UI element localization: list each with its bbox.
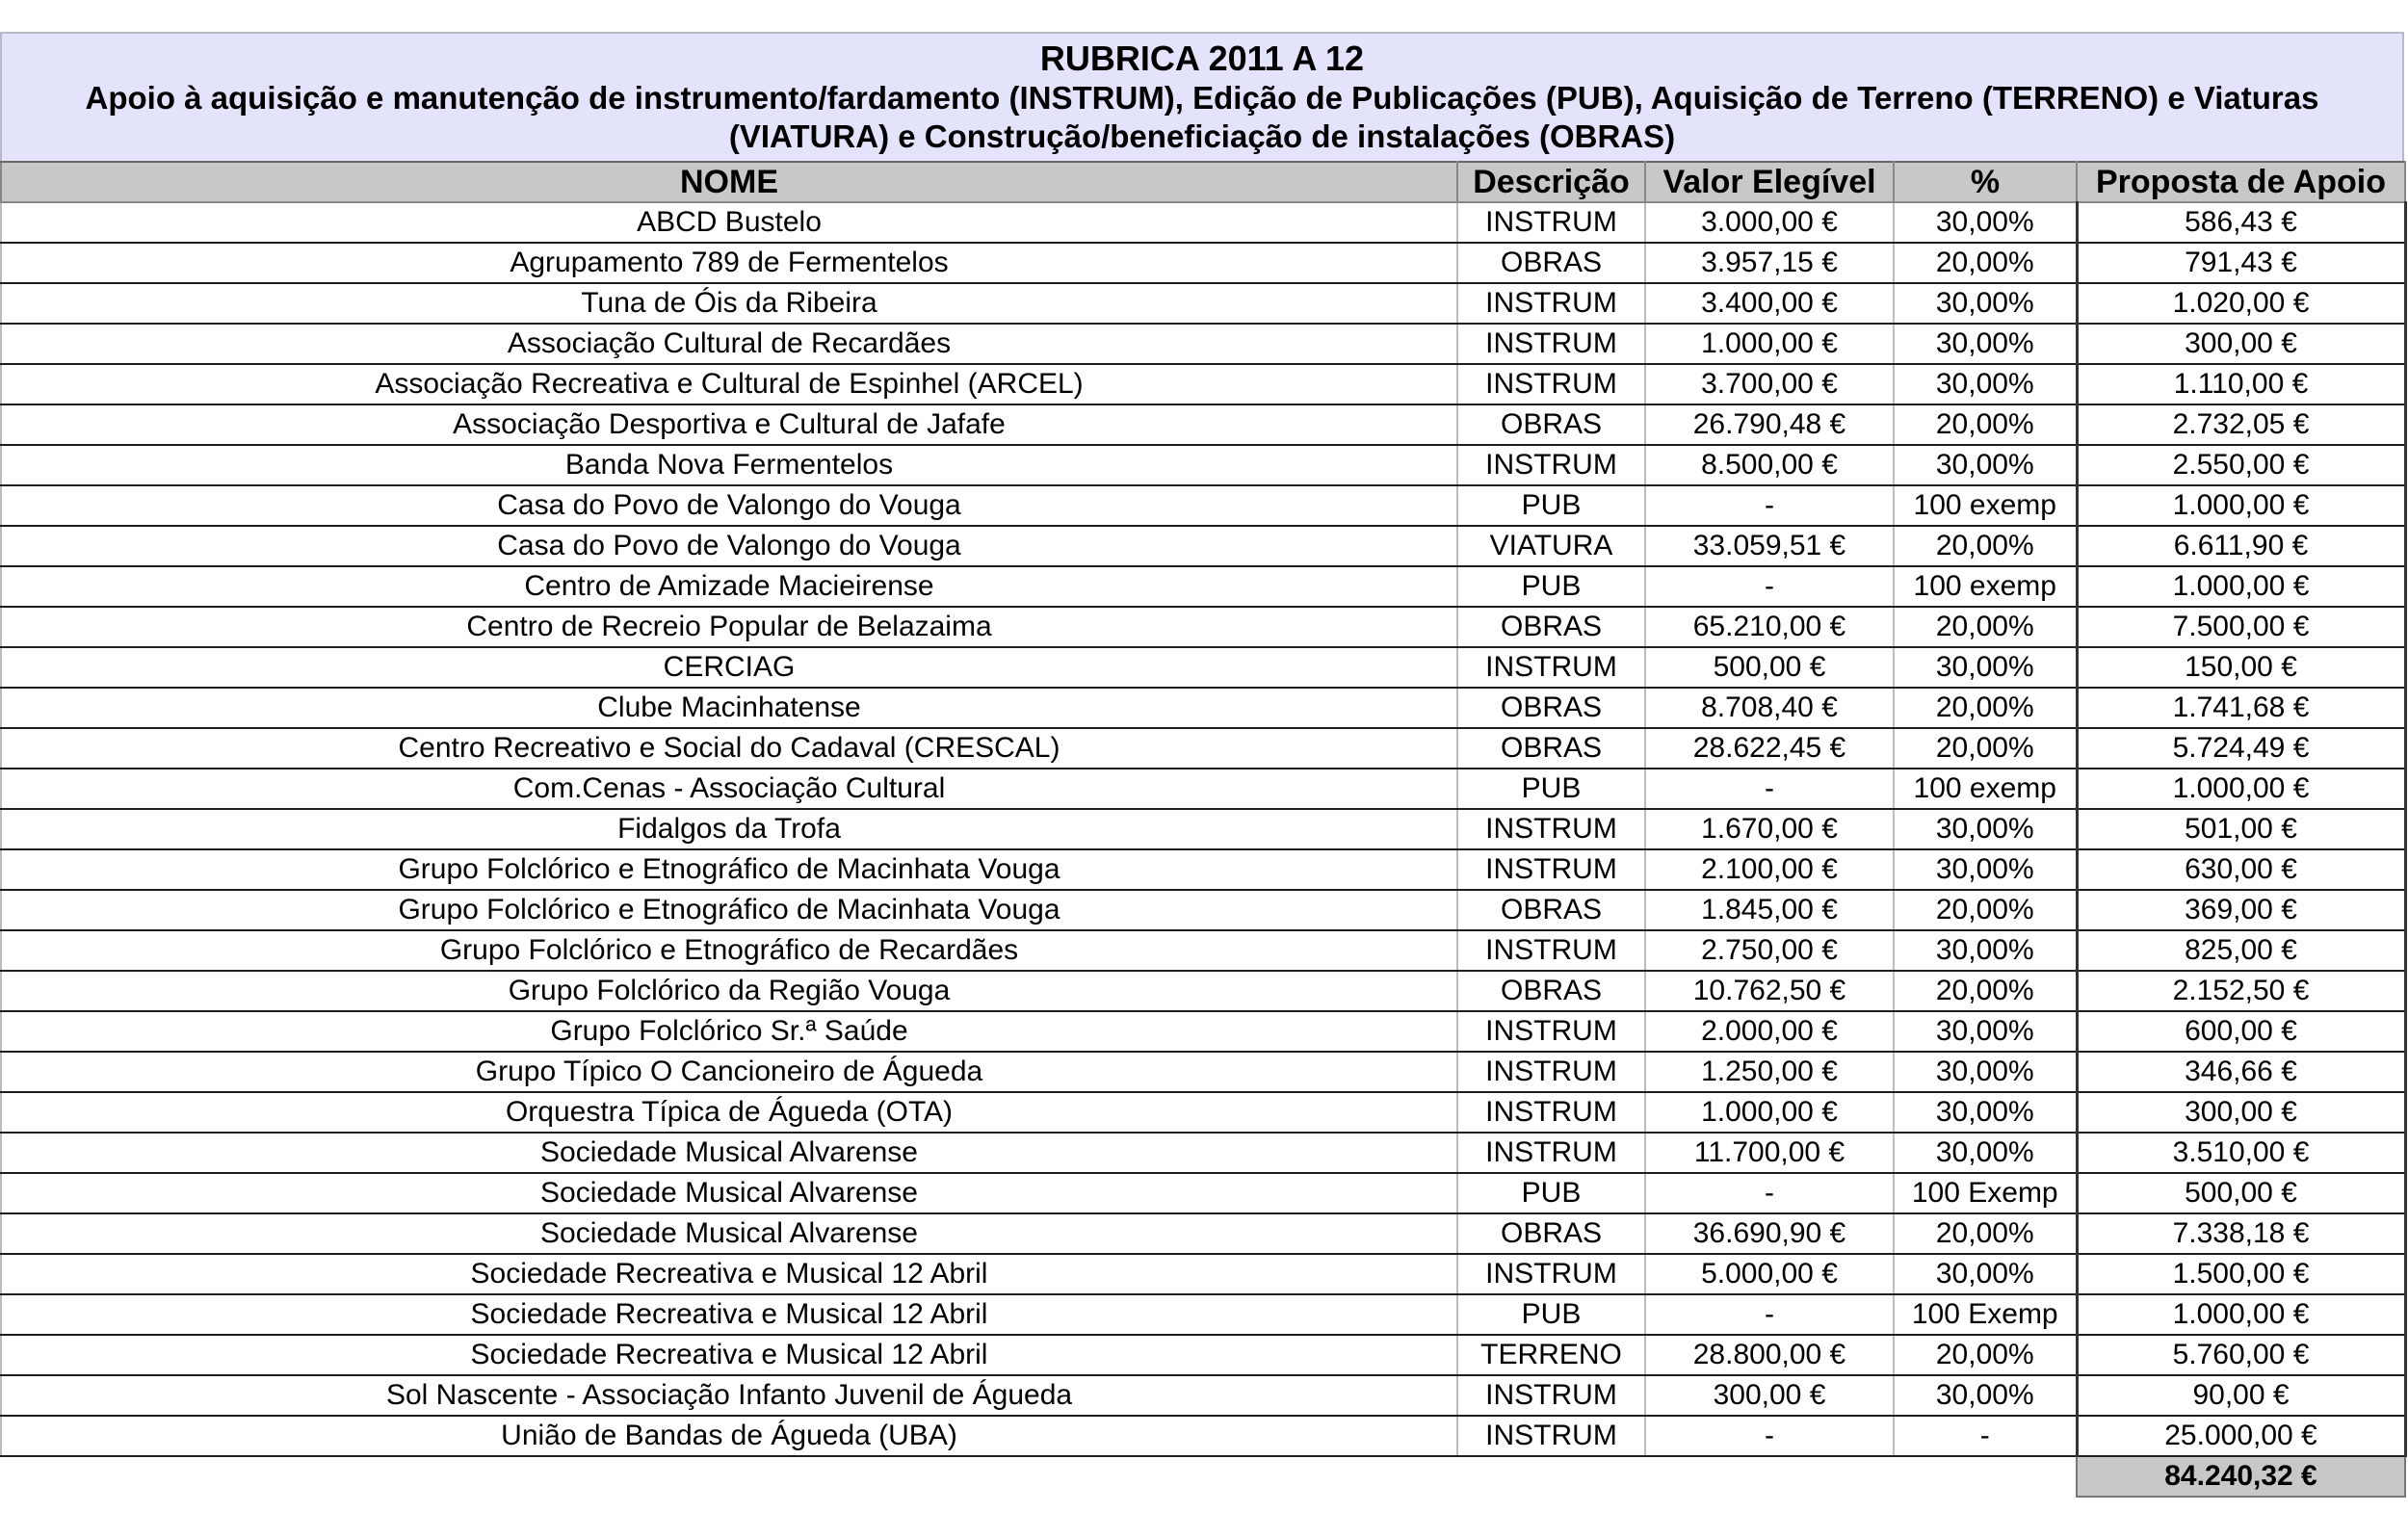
- cell-nome: Com.Cenas - Associação Cultural: [1, 769, 1457, 809]
- table-row: [1, 1133, 2405, 1173]
- cell-pct: 20,00%: [1894, 971, 2077, 1011]
- cell-nome: Sociedade Recreativa e Musical 12 Abril: [1, 1254, 1457, 1294]
- cell-descricao: INSTRUM: [1457, 324, 1645, 364]
- cell-nome: Grupo Folclórico e Etnográfico de Macinhata Vouga: [1, 849, 1457, 890]
- table-row: [1, 890, 2405, 930]
- cell-pct: 30,00%: [1894, 445, 2077, 485]
- cell-valor: -: [1645, 1294, 1894, 1335]
- cell-proposta: 2.152,50 €: [2077, 971, 2405, 1011]
- cell-pct: 30,00%: [1894, 364, 2077, 404]
- cell-proposta: 6.611,90 €: [2077, 526, 2405, 566]
- table-row: [1, 445, 2405, 485]
- cell-descricao: PUB: [1457, 566, 1645, 607]
- cell-descricao: OBRAS: [1457, 971, 1645, 1011]
- cell-valor: -: [1645, 1173, 1894, 1213]
- cell-nome: Grupo Folclórico da Região Vouga: [1, 971, 1457, 1011]
- table-body: [1, 202, 2405, 1456]
- cell-nome: Orquestra Típica de Águeda (OTA): [1, 1092, 1457, 1133]
- cell-proposta: 2.732,05 €: [2077, 404, 2405, 445]
- cell-proposta: 500,00 €: [2077, 1173, 2405, 1213]
- table-row: [1, 1254, 2405, 1294]
- cell-descricao: INSTRUM: [1457, 930, 1645, 971]
- cell-proposta: 1.000,00 €: [2077, 1294, 2405, 1335]
- cell-valor: 11.700,00 €: [1645, 1133, 1894, 1173]
- cell-descricao: OBRAS: [1457, 890, 1645, 930]
- column-header-proposta: Proposta de Apoio: [2077, 162, 2405, 202]
- cell-descricao: INSTRUM: [1457, 1416, 1645, 1456]
- cell-nome: Sociedade Recreativa e Musical 12 Abril: [1, 1294, 1457, 1335]
- cell-valor: -: [1645, 485, 1894, 526]
- cell-descricao: OBRAS: [1457, 728, 1645, 769]
- cell-proposta: 2.550,00 €: [2077, 445, 2405, 485]
- cell-nome: Associação Desportiva e Cultural de Jafafe: [1, 404, 1457, 445]
- cell-valor: -: [1645, 769, 1894, 809]
- cell-nome: Sociedade Recreativa e Musical 12 Abril: [1, 1335, 1457, 1375]
- cell-descricao: INSTRUM: [1457, 202, 1645, 243]
- cell-valor: 65.210,00 €: [1645, 607, 1894, 647]
- cell-valor: 2.750,00 €: [1645, 930, 1894, 971]
- cell-nome: Banda Nova Fermentelos: [1, 445, 1457, 485]
- cell-nome: CERCIAG: [1, 647, 1457, 688]
- page-title: RUBRICA 2011 A 12: [1039, 39, 1365, 78]
- cell-valor: 2.100,00 €: [1645, 849, 1894, 890]
- cell-valor: 8.708,40 €: [1645, 688, 1894, 728]
- table-row: [1, 809, 2405, 849]
- cell-pct: 30,00%: [1894, 202, 2077, 243]
- cell-proposta: 630,00 €: [2077, 849, 2405, 890]
- cell-descricao: VIATURA: [1457, 526, 1645, 566]
- cell-descricao: INSTRUM: [1457, 809, 1645, 849]
- cell-pct: 20,00%: [1894, 243, 2077, 283]
- cell-valor: 3.700,00 €: [1645, 364, 1894, 404]
- cell-valor: 1.670,00 €: [1645, 809, 1894, 849]
- spreadsheet: [0, 32, 2407, 1498]
- table-row: [1, 728, 2405, 769]
- cell-proposta: 501,00 €: [2077, 809, 2405, 849]
- cell-nome: Casa do Povo de Valongo do Vouga: [1, 526, 1457, 566]
- table-row: [1, 1213, 2405, 1254]
- cell-proposta: 5.724,49 €: [2077, 728, 2405, 769]
- cell-proposta: 1.020,00 €: [2077, 283, 2405, 324]
- total-spacer: [1, 1456, 2077, 1497]
- cell-pct: 20,00%: [1894, 404, 2077, 445]
- cell-descricao: OBRAS: [1457, 404, 1645, 445]
- cell-proposta: 346,66 €: [2077, 1052, 2405, 1092]
- total-value: 84.240,32 €: [2077, 1456, 2405, 1497]
- cell-pct: 30,00%: [1894, 1092, 2077, 1133]
- cell-proposta: 7.500,00 €: [2077, 607, 2405, 647]
- table-row: [1, 1416, 2405, 1456]
- table-row: [1, 849, 2405, 890]
- table-row: [1, 607, 2405, 647]
- column-header-nome: NOME: [1, 162, 1457, 202]
- cell-descricao: PUB: [1457, 485, 1645, 526]
- table-row: [1, 1173, 2405, 1213]
- cell-pct: 30,00%: [1894, 930, 2077, 971]
- table-row: [1, 1052, 2405, 1092]
- table-row: [1, 324, 2405, 364]
- cell-pct: 20,00%: [1894, 688, 2077, 728]
- cell-descricao: INSTRUM: [1457, 445, 1645, 485]
- cell-pct: 20,00%: [1894, 728, 2077, 769]
- cell-nome: Centro de Amizade Macieirense: [1, 566, 1457, 607]
- cell-nome: Centro de Recreio Popular de Belazaima: [1, 607, 1457, 647]
- cell-descricao: INSTRUM: [1457, 1375, 1645, 1416]
- cell-nome: Agrupamento 789 de Fermentelos: [1, 243, 1457, 283]
- table-row: [1, 1375, 2405, 1416]
- cell-valor: 500,00 €: [1645, 647, 1894, 688]
- cell-pct: 30,00%: [1894, 1254, 2077, 1294]
- cell-proposta: 600,00 €: [2077, 1011, 2405, 1052]
- cell-proposta: 7.338,18 €: [2077, 1213, 2405, 1254]
- cell-nome: Associação Recreativa e Cultural de Espinhel (ARCEL): [1, 364, 1457, 404]
- cell-nome: Sociedade Musical Alvarense: [1, 1173, 1457, 1213]
- table-row: [1, 647, 2405, 688]
- cell-descricao: INSTRUM: [1457, 283, 1645, 324]
- cell-descricao: OBRAS: [1457, 1213, 1645, 1254]
- cell-descricao: INSTRUM: [1457, 1052, 1645, 1092]
- table-row: [1, 769, 2405, 809]
- cell-valor: 1.845,00 €: [1645, 890, 1894, 930]
- table-row: [1, 243, 2405, 283]
- table-row: [1, 485, 2405, 526]
- cell-nome: Associação Cultural de Recardães: [1, 324, 1457, 364]
- cell-proposta: 300,00 €: [2077, 1092, 2405, 1133]
- table-row: [1, 688, 2405, 728]
- cell-valor: 5.000,00 €: [1645, 1254, 1894, 1294]
- cell-proposta: 150,00 €: [2077, 647, 2405, 688]
- cell-pct: 30,00%: [1894, 324, 2077, 364]
- cell-proposta: 791,43 €: [2077, 243, 2405, 283]
- table-row: [1, 566, 2405, 607]
- cell-proposta: 1.000,00 €: [2077, 566, 2405, 607]
- cell-pct: 30,00%: [1894, 283, 2077, 324]
- cell-descricao: INSTRUM: [1457, 849, 1645, 890]
- cell-pct: 30,00%: [1894, 1052, 2077, 1092]
- cell-valor: 36.690,90 €: [1645, 1213, 1894, 1254]
- cell-pct: 20,00%: [1894, 1213, 2077, 1254]
- cell-pct: 20,00%: [1894, 526, 2077, 566]
- title-block: [0, 32, 2404, 161]
- cell-nome: Grupo Folclórico e Etnográfico de Macinhata Vouga: [1, 890, 1457, 930]
- cell-pct: 20,00%: [1894, 890, 2077, 930]
- cell-valor: 10.762,50 €: [1645, 971, 1894, 1011]
- cell-valor: 3.400,00 €: [1645, 283, 1894, 324]
- cell-valor: -: [1645, 1416, 1894, 1456]
- cell-proposta: 1.500,00 €: [2077, 1254, 2405, 1294]
- table-row: [1, 202, 2405, 243]
- header-row: [1, 162, 2405, 202]
- table-row: [1, 930, 2405, 971]
- cell-pct: 100 exemp: [1894, 769, 2077, 809]
- cell-pct: 30,00%: [1894, 1011, 2077, 1052]
- cell-descricao: TERRENO: [1457, 1335, 1645, 1375]
- cell-nome: Centro Recreativo e Social do Cadaval (CRESCAL): [1, 728, 1457, 769]
- cell-proposta: 586,43 €: [2077, 202, 2405, 243]
- cell-valor: 8.500,00 €: [1645, 445, 1894, 485]
- cell-proposta: 1.110,00 €: [2077, 364, 2405, 404]
- table-row: [1, 364, 2405, 404]
- cell-descricao: PUB: [1457, 1294, 1645, 1335]
- page-subtitle: Apoio à aquisição e manutenção de instrumento/fardamento (INSTRUM), Edição de Publicações (PUB), Aquisição de Terreno (TERRENO) e Viaturas (VIATURA) e Construção/beneficiação de instalações (OBRAS): [85, 80, 2319, 154]
- cell-pct: 30,00%: [1894, 809, 2077, 849]
- cell-valor: 1.250,00 €: [1645, 1052, 1894, 1092]
- cell-pct: 30,00%: [1894, 1375, 2077, 1416]
- funding-table: [0, 161, 2407, 1498]
- cell-proposta: 1.741,68 €: [2077, 688, 2405, 728]
- cell-descricao: PUB: [1457, 1173, 1645, 1213]
- cell-valor: 300,00 €: [1645, 1375, 1894, 1416]
- cell-valor: -: [1645, 566, 1894, 607]
- table-row: [1, 1335, 2405, 1375]
- table-row: [1, 1011, 2405, 1052]
- table-row: [1, 404, 2405, 445]
- cell-valor: 28.622,45 €: [1645, 728, 1894, 769]
- table-row: [1, 1092, 2405, 1133]
- cell-nome: Casa do Povo de Valongo do Vouga: [1, 485, 1457, 526]
- cell-proposta: 369,00 €: [2077, 890, 2405, 930]
- cell-nome: Tuna de Óis da Ribeira: [1, 283, 1457, 324]
- cell-pct: 100 exemp: [1894, 485, 2077, 526]
- cell-descricao: INSTRUM: [1457, 1011, 1645, 1052]
- table-row: [1, 526, 2405, 566]
- total-row: [1, 1456, 2405, 1497]
- cell-proposta: 5.760,00 €: [2077, 1335, 2405, 1375]
- cell-descricao: INSTRUM: [1457, 647, 1645, 688]
- cell-proposta: 90,00 €: [2077, 1375, 2405, 1416]
- cell-nome: Fidalgos da Trofa: [1, 809, 1457, 849]
- cell-proposta: 1.000,00 €: [2077, 485, 2405, 526]
- cell-valor: 2.000,00 €: [1645, 1011, 1894, 1052]
- cell-descricao: INSTRUM: [1457, 364, 1645, 404]
- cell-valor: 26.790,48 €: [1645, 404, 1894, 445]
- cell-descricao: OBRAS: [1457, 607, 1645, 647]
- column-header-pct: %: [1894, 162, 2077, 202]
- cell-descricao: INSTRUM: [1457, 1092, 1645, 1133]
- cell-proposta: 825,00 €: [2077, 930, 2405, 971]
- cell-proposta: 1.000,00 €: [2077, 769, 2405, 809]
- cell-nome: União de Bandas de Águeda (UBA): [1, 1416, 1457, 1456]
- cell-nome: Grupo Típico O Cancioneiro de Águeda: [1, 1052, 1457, 1092]
- cell-proposta: 25.000,00 €: [2077, 1416, 2405, 1456]
- column-header-descricao: Descrição: [1457, 162, 1645, 202]
- cell-nome: ABCD Bustelo: [1, 202, 1457, 243]
- cell-valor: 1.000,00 €: [1645, 324, 1894, 364]
- table-row: [1, 283, 2405, 324]
- cell-nome: Grupo Folclórico e Etnográfico de Recardães: [1, 930, 1457, 971]
- cell-pct: 30,00%: [1894, 1133, 2077, 1173]
- cell-pct: 20,00%: [1894, 1335, 2077, 1375]
- cell-valor: 3.000,00 €: [1645, 202, 1894, 243]
- cell-pct: -: [1894, 1416, 2077, 1456]
- cell-nome: Sol Nascente - Associação Infanto Juvenil de Águeda: [1, 1375, 1457, 1416]
- cell-descricao: INSTRUM: [1457, 1254, 1645, 1294]
- cell-valor: 1.000,00 €: [1645, 1092, 1894, 1133]
- cell-valor: 3.957,15 €: [1645, 243, 1894, 283]
- cell-descricao: INSTRUM: [1457, 1133, 1645, 1173]
- cell-nome: Clube Macinhatense: [1, 688, 1457, 728]
- table-row: [1, 1294, 2405, 1335]
- cell-proposta: 300,00 €: [2077, 324, 2405, 364]
- cell-descricao: PUB: [1457, 769, 1645, 809]
- cell-descricao: OBRAS: [1457, 243, 1645, 283]
- cell-pct: 30,00%: [1894, 849, 2077, 890]
- cell-nome: Sociedade Musical Alvarense: [1, 1213, 1457, 1254]
- cell-nome: Grupo Folclórico Sr.ª Saúde: [1, 1011, 1457, 1052]
- cell-valor: 33.059,51 €: [1645, 526, 1894, 566]
- table-row: [1, 971, 2405, 1011]
- cell-pct: 100 exemp: [1894, 566, 2077, 607]
- cell-descricao: OBRAS: [1457, 688, 1645, 728]
- cell-valor: 28.800,00 €: [1645, 1335, 1894, 1375]
- cell-nome: Sociedade Musical Alvarense: [1, 1133, 1457, 1173]
- cell-proposta: 3.510,00 €: [2077, 1133, 2405, 1173]
- cell-pct: 100 Exemp: [1894, 1173, 2077, 1213]
- column-header-valor: Valor Elegível: [1645, 162, 1894, 202]
- cell-pct: 100 Exemp: [1894, 1294, 2077, 1335]
- cell-pct: 30,00%: [1894, 647, 2077, 688]
- cell-pct: 20,00%: [1894, 607, 2077, 647]
